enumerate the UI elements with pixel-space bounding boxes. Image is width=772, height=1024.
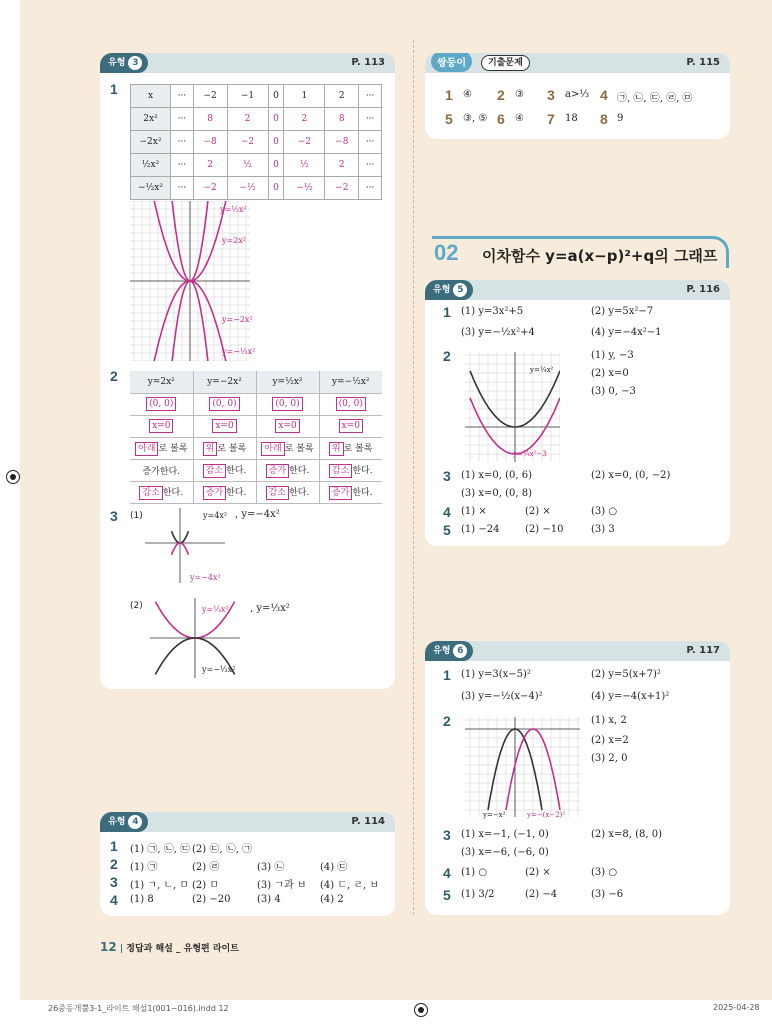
answer: (2) −20: [192, 894, 231, 905]
table-cell: (0, 0): [130, 393, 193, 415]
graph-label: y=−½x²: [222, 347, 256, 356]
table-cell: −2: [325, 177, 359, 200]
table-cell: 2: [325, 85, 359, 108]
answer: (1) ○: [461, 867, 488, 878]
answer: ④: [463, 89, 472, 100]
table-cell: (0, 0): [193, 393, 256, 415]
answer: (4) y=−4x²−1: [591, 327, 662, 338]
answer: (1) 3/2: [461, 889, 495, 900]
question-number: 1: [443, 667, 451, 683]
table-cell: ···: [171, 177, 194, 200]
answer: ③: [515, 89, 524, 100]
answer: (1) −24: [461, 524, 500, 535]
answer: (2) y=5(x+7)²: [591, 669, 661, 680]
table-cell: ···: [359, 131, 382, 154]
registration-mark-icon: [6, 470, 20, 484]
table-cell: 0: [268, 154, 284, 177]
type4-header: [100, 812, 395, 832]
table-cell: 감소 한다.: [193, 459, 256, 481]
file-name: 26중등개뿔3-1_라이트 해설1(001~016).indd 12: [48, 1004, 229, 1013]
table-cell: −2x²: [131, 131, 171, 154]
question-number: 8: [600, 111, 608, 127]
answer: (1) ㄱ, ㄴ, ㅁ: [130, 880, 190, 891]
answer: 18: [565, 113, 578, 124]
question-number: 2: [497, 87, 505, 103]
table-cell: 감소 한다.: [130, 481, 193, 503]
answer: (1) y=3(x−5)²: [461, 669, 531, 680]
twin-page: P. 115: [686, 57, 720, 68]
answer: (2) x=0, (0, −2): [591, 470, 671, 481]
type4-tag: 유형 4: [100, 812, 148, 832]
answer: (4) 2: [320, 894, 344, 905]
answer: (1) ㉠, ㉡, ㉢: [130, 844, 191, 855]
table-cell: ½: [227, 154, 268, 177]
table-cell: −8: [325, 131, 359, 154]
table-cell: 1: [284, 85, 325, 108]
section-number: 02: [434, 240, 459, 265]
question-number: 2: [110, 856, 118, 872]
type6-graph: [465, 717, 580, 817]
type3-card: [100, 53, 395, 689]
answer: (2) x=0: [591, 368, 629, 379]
answer: (2) ×: [525, 506, 551, 517]
answer: (1) y=3x²+5: [461, 306, 524, 317]
table-cell: 0: [268, 131, 284, 154]
type3-page: P. 113: [351, 57, 385, 68]
twin-header: [425, 53, 730, 73]
graph-label: y=−4x²: [190, 573, 221, 582]
graph-label: y=¼x²−3: [513, 450, 547, 458]
table-cell: 8: [193, 108, 227, 131]
table-cell: 0: [268, 108, 284, 131]
table-cell: 2: [284, 108, 325, 131]
type6-card: [425, 641, 730, 915]
graph-label: y=−⅓x²: [202, 665, 236, 674]
sub-label: (1): [130, 511, 143, 521]
table-cell: −2: [193, 177, 227, 200]
answer: , y=⅓x²: [250, 603, 290, 614]
table-cell: 0: [268, 85, 284, 108]
graph-label: y=⅓x²: [202, 605, 229, 614]
sub-label: (2): [130, 601, 143, 611]
table-cell: −½: [284, 177, 325, 200]
question-number: 2: [110, 368, 118, 384]
value-table: [130, 84, 382, 200]
answer: ㉠, ㉡, ㉢, ㉣, ㉤: [617, 93, 693, 104]
column-divider: [413, 40, 414, 915]
answer: (2) ㅁ: [192, 880, 220, 891]
answer: (2) ×: [525, 867, 551, 878]
type3-tag: 유형 3: [100, 53, 148, 73]
question-number: 1: [110, 81, 118, 97]
question-number: 2: [443, 348, 451, 364]
table-cell: ···: [171, 131, 194, 154]
answer: (3) y=−½(x−4)²: [461, 691, 543, 702]
answer: (3) x=0, (0, 8): [461, 488, 532, 499]
table-cell: ···: [359, 85, 382, 108]
table-cell: −2: [284, 131, 325, 154]
table-cell: 증가 한다.: [193, 481, 256, 503]
table-cell: x: [131, 85, 171, 108]
type6-page: P. 117: [686, 645, 720, 656]
type4-page: P. 114: [351, 816, 385, 827]
table-cell: −2: [193, 85, 227, 108]
answer: (1) ㉠: [130, 862, 158, 873]
answer: (1) x=0, (0, 6): [461, 470, 532, 481]
answer: (2) ㉣: [192, 862, 220, 873]
question-number: 5: [445, 111, 453, 127]
table-cell: y=−2x²: [193, 371, 256, 393]
answer: (4) ㉢: [320, 862, 348, 873]
table-cell: −½x²: [131, 177, 171, 200]
table-cell: y=2x²: [130, 371, 193, 393]
page-footer: 12 | 정답과 해설 _ 유형편 라이트: [100, 940, 239, 954]
table-cell: 2: [193, 154, 227, 177]
answer: (2) ㉢, ㉡, ㉠: [192, 844, 253, 855]
question-number: 3: [547, 87, 555, 103]
answer: ④: [515, 113, 524, 124]
answer: (3) 3: [591, 524, 615, 535]
answer: (2) x=8, (8, 0): [591, 829, 662, 840]
twin-card: [425, 53, 730, 139]
table-cell: ½x²: [131, 154, 171, 177]
print-date: 2025-04-28: [713, 1003, 760, 1012]
answer: (3) −6: [591, 889, 624, 900]
answer: (1) y, −3: [591, 350, 634, 361]
answer: (1) x, 2: [591, 715, 627, 726]
answer: (3) ○: [591, 506, 618, 517]
question-number: 4: [443, 865, 451, 881]
answer: (3) 0, −3: [591, 386, 636, 397]
graph-label: y=−x²: [483, 811, 506, 819]
table-cell: (0, 0): [319, 393, 382, 415]
type5-page: P. 116: [686, 284, 720, 295]
table-cell: ···: [359, 177, 382, 200]
type5-header: [425, 280, 730, 300]
type3-header: [100, 53, 395, 73]
table-cell: ···: [359, 154, 382, 177]
table-cell: x=0: [193, 415, 256, 437]
answer: (3) ㉡: [257, 862, 285, 873]
table-cell: y=½x²: [256, 371, 319, 393]
table-cell: 2: [227, 108, 268, 131]
type4-card: [100, 812, 395, 916]
graph-label: y=2x²: [222, 236, 247, 245]
table-cell: 감소 한다.: [319, 459, 382, 481]
table-cell: 0: [268, 177, 284, 200]
table-cell: ···: [171, 154, 194, 177]
type5-tag: 유형 5: [425, 280, 473, 300]
graph-label: y=4x²: [203, 511, 228, 520]
table-cell: (0, 0): [256, 393, 319, 415]
twin-logo: 쌍둥이: [431, 53, 472, 72]
section-heading: [432, 236, 729, 268]
table-cell: 위 로 볼록: [319, 437, 382, 459]
table-cell: x=0: [256, 415, 319, 437]
table-cell: 위 로 볼록: [193, 437, 256, 459]
parabola-graph: [130, 201, 250, 361]
graph-label: y=−(x−2)²: [527, 811, 566, 819]
table-cell: ···: [171, 85, 194, 108]
answer: (3) ㄱ과 ㅂ: [257, 880, 307, 891]
question-number: 1: [443, 304, 451, 320]
answer: (3) x=−6, (−6, 0): [461, 847, 549, 858]
question-number: 4: [600, 87, 608, 103]
footer-text: 정답과 해설 _ 유형편 라이트: [126, 944, 239, 954]
table-cell: −1: [227, 85, 268, 108]
table-cell: ½: [284, 154, 325, 177]
question-number: 1: [110, 838, 118, 854]
table-cell: 증가한다.: [130, 459, 193, 481]
graph-label: y=¼x²: [530, 366, 554, 374]
question-number: 3: [443, 827, 451, 843]
table-cell: 감소 한다.: [256, 481, 319, 503]
question-number: 4: [110, 892, 118, 908]
table-cell: −8: [193, 131, 227, 154]
table-cell: 증가 한다.: [319, 481, 382, 503]
section-title: 이차함수 y=a(x−p)²+q의 그래프: [482, 247, 718, 265]
answer: (2) y=5x²−7: [591, 306, 654, 317]
page-number: 12: [100, 940, 117, 954]
table-cell: −2: [227, 131, 268, 154]
table-cell: 증가 한다.: [256, 459, 319, 481]
table-cell: x=0: [319, 415, 382, 437]
answer: , y=−4x²: [235, 509, 280, 520]
answer: (4) y=−4(x+1)²: [591, 691, 670, 702]
type5-card: [425, 280, 730, 546]
question-number: 3: [110, 874, 118, 890]
answer: (1) x=−1, (−1, 0): [461, 829, 549, 840]
table-cell: 아래 로 볼록: [130, 437, 193, 459]
answer: (3) 4: [257, 894, 281, 905]
type6-header: [425, 641, 730, 661]
type6-tag: 유형 6: [425, 641, 473, 661]
answer: ③, ⑤: [463, 113, 488, 124]
table-cell: y=−½x²: [319, 371, 382, 393]
table-cell: −½: [227, 177, 268, 200]
question-number: 3: [443, 468, 451, 484]
table-cell: x=0: [130, 415, 193, 437]
table-cell: ···: [359, 108, 382, 131]
twin-tag: 기출문제: [481, 55, 530, 71]
answer: (4) ㄷ, ㄹ, ㅂ: [320, 880, 380, 891]
table-cell: 아래 로 볼록: [256, 437, 319, 459]
table-cell: 2x²: [131, 108, 171, 131]
table-cell: 2: [325, 154, 359, 177]
table-cell: 8: [325, 108, 359, 131]
question-number: 5: [443, 522, 451, 538]
question-number: 4: [443, 504, 451, 520]
answer: (2) −10: [525, 524, 564, 535]
property-table: [130, 371, 382, 504]
question-number: 7: [547, 111, 555, 127]
question-number: 1: [445, 87, 453, 103]
answer: 9: [617, 113, 624, 124]
answer: (1) ×: [461, 506, 487, 517]
answer: a>⅓: [565, 89, 590, 100]
graph-label: y=½x²: [220, 205, 247, 214]
answer: (2) −4: [525, 889, 558, 900]
registration-mark-icon: [414, 1003, 428, 1017]
answer: (3) y=−½x²+4: [461, 327, 535, 338]
table-cell: ···: [171, 108, 194, 131]
question-number: 3: [110, 508, 118, 524]
question-number: 6: [497, 111, 505, 127]
answer: (2) x=2: [591, 735, 629, 746]
graph-label: y=−2x²: [222, 315, 253, 324]
answer: (1) 8: [130, 894, 154, 905]
question-number: 5: [443, 887, 451, 903]
answer: (3) ○: [591, 867, 618, 878]
question-number: 2: [443, 713, 451, 729]
answer: (3) 2, 0: [591, 753, 628, 764]
